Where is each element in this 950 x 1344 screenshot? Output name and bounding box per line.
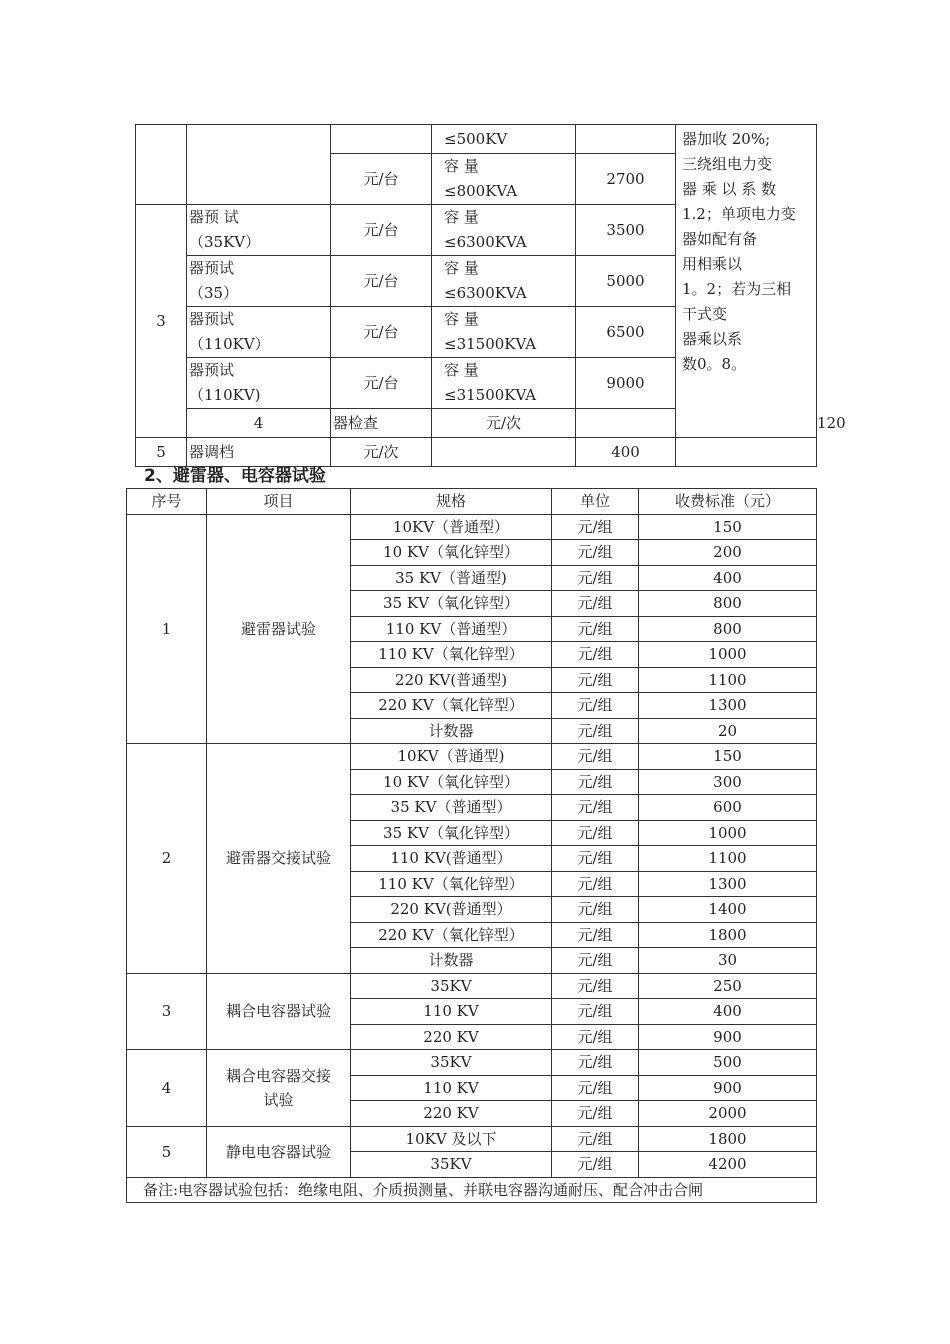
cell-item: 避雷器试验 bbox=[207, 514, 351, 744]
cell-spec: 220 KV（氧化锌型） bbox=[351, 922, 552, 948]
cell-price: 1400 bbox=[639, 897, 817, 923]
cell-spec: 10 KV（氧化锌型） bbox=[351, 769, 552, 795]
cell-unit: 元/组 bbox=[552, 846, 639, 872]
cell-price: 900 bbox=[639, 1024, 817, 1050]
table-header-row bbox=[127, 489, 817, 515]
cell-unit: 元/次 bbox=[432, 409, 576, 438]
note-top: 器加收 20%; bbox=[682, 130, 771, 148]
section-heading: 2、避雷器、电容器试验 bbox=[144, 466, 326, 486]
cell-unit: 元/组 bbox=[552, 591, 639, 617]
cell-item: 避雷器交接试验 bbox=[207, 744, 351, 974]
cell-price: 500 bbox=[639, 1050, 817, 1076]
cell-no: 2 bbox=[127, 744, 207, 974]
table-body bbox=[127, 514, 817, 1177]
table-row bbox=[127, 744, 817, 770]
cell-price: 150 bbox=[639, 514, 817, 540]
cell-price: 300 bbox=[639, 769, 817, 795]
cell-spec: 35KV bbox=[351, 1152, 552, 1178]
cell-unit: 元/组 bbox=[552, 1050, 639, 1076]
cell-price: 1300 bbox=[639, 693, 817, 719]
cell-item-empty bbox=[187, 125, 331, 205]
cell-unit: 元/组 bbox=[552, 718, 639, 744]
cell-spec-empty bbox=[432, 438, 576, 467]
cell-spec: 10KV 及以下 bbox=[351, 1126, 552, 1152]
remark-row bbox=[127, 1177, 817, 1203]
cell-unit: 元/组 bbox=[552, 922, 639, 948]
cell-spec: 10KV（普通型） bbox=[351, 514, 552, 540]
cell-item: 耦合电容器试验 bbox=[207, 973, 351, 1050]
cell-price: 5000 bbox=[576, 256, 676, 307]
cell-price: 1300 bbox=[639, 871, 817, 897]
cell-item: 静电电容器试验 bbox=[207, 1126, 351, 1177]
header-no: 序号 bbox=[127, 489, 207, 515]
cell-spec: 110 KV(普通型） bbox=[351, 846, 552, 872]
cell-price: 20 bbox=[639, 718, 817, 744]
cell-price: 400 bbox=[639, 565, 817, 591]
remark-text: 备注:电容器试验包括：绝缘电阻、介质损测量、并联电容器沟通耐压、配合冲击合闸 bbox=[127, 1177, 817, 1203]
cell-price: 3500 bbox=[576, 205, 676, 256]
cell-unit: 元/台 bbox=[331, 154, 432, 205]
note-cell bbox=[676, 125, 817, 438]
cell-no: 3 bbox=[127, 973, 207, 1050]
cell-price: 1800 bbox=[639, 1126, 817, 1152]
cell-price: 150 bbox=[639, 744, 817, 770]
cell-spec: 容 量 ≤6300KVA bbox=[432, 205, 576, 256]
cell-spec: 35KV bbox=[351, 1050, 552, 1076]
cell-unit: 元/组 bbox=[552, 514, 639, 540]
cell-note-empty bbox=[676, 438, 817, 467]
cell-no: 4 bbox=[127, 1050, 207, 1127]
cell-price: 30 bbox=[639, 948, 817, 974]
cell-spec: ≤500KV bbox=[432, 125, 576, 154]
cell-spec: 110 KV bbox=[351, 1075, 552, 1101]
cell-spec: 计数器 bbox=[351, 948, 552, 974]
cell-price: 1800 bbox=[639, 922, 817, 948]
cell-spec: 220 KV（氧化锌型） bbox=[351, 693, 552, 719]
cell-price: 400 bbox=[639, 999, 817, 1025]
cell-unit: 元/组 bbox=[552, 693, 639, 719]
cell-item: 器预 试 （35KV） bbox=[187, 205, 331, 256]
cell-no: 1 bbox=[127, 514, 207, 744]
cell-price-empty bbox=[576, 125, 676, 154]
cell-price: 900 bbox=[639, 1075, 817, 1101]
cell-spec: 容 量 ≤800KVA bbox=[432, 154, 576, 205]
cell-no: 4 bbox=[187, 409, 331, 438]
cell-price: 2700 bbox=[576, 154, 676, 205]
cell-unit: 元/组 bbox=[552, 565, 639, 591]
cell-spec: 220 KV bbox=[351, 1024, 552, 1050]
cell-spec: 110 KV（氧化锌型） bbox=[351, 642, 552, 668]
header-item: 项目 bbox=[207, 489, 351, 515]
cell-no-empty bbox=[136, 125, 187, 205]
cell-item: 器检查 bbox=[331, 409, 432, 438]
cell-unit: 元/台 bbox=[331, 256, 432, 307]
cell-unit: 元/组 bbox=[552, 948, 639, 974]
cell-item: 耦合电容器交接 试验 bbox=[207, 1050, 351, 1127]
cell-unit: 元/组 bbox=[552, 1101, 639, 1127]
table-row bbox=[127, 1050, 817, 1076]
cell-price: 9000 bbox=[576, 358, 676, 409]
cell-unit: 元/组 bbox=[552, 897, 639, 923]
cell-unit: 元/组 bbox=[552, 1126, 639, 1152]
table-row: 4 器检查 元/次 120 bbox=[136, 409, 817, 438]
cell-spec: 35 KV（普通型) bbox=[351, 565, 552, 591]
cell-spec: 计数器 bbox=[351, 718, 552, 744]
cell-price: 250 bbox=[639, 973, 817, 999]
cell-item: 器预试 （35） bbox=[187, 256, 331, 307]
cell-item: 器预试 （110KV) bbox=[187, 358, 331, 409]
cell-price: 1100 bbox=[639, 667, 817, 693]
cell-unit-empty bbox=[331, 125, 432, 154]
cell-spec: 10KV（普通型) bbox=[351, 744, 552, 770]
cell-spec-empty bbox=[576, 409, 676, 438]
header-price: 收费标准（元） bbox=[639, 489, 817, 515]
cell-price: 800 bbox=[639, 591, 817, 617]
cell-no: 5 bbox=[136, 438, 187, 467]
cell-unit: 元/组 bbox=[552, 1152, 639, 1178]
cell-spec: 容 量 ≤31500KVA bbox=[432, 358, 576, 409]
arrester-capacitor-fee-table bbox=[126, 488, 817, 1203]
cell-unit: 元/组 bbox=[552, 667, 639, 693]
cell-price: 2000 bbox=[639, 1101, 817, 1127]
table-row bbox=[136, 125, 817, 154]
cell-unit: 元/台 bbox=[331, 307, 432, 358]
cell-spec: 220 KV(普通型） bbox=[351, 897, 552, 923]
header-unit: 单位 bbox=[552, 489, 639, 515]
cell-unit: 元/台 bbox=[331, 205, 432, 256]
cell-item: 器调档 bbox=[187, 438, 331, 467]
cell-spec: 35KV bbox=[351, 973, 552, 999]
cell-price: 800 bbox=[639, 616, 817, 642]
cell-unit: 元/组 bbox=[552, 999, 639, 1025]
cell-spec: 35 KV（氧化锌型） bbox=[351, 820, 552, 846]
cell-unit: 元/组 bbox=[552, 616, 639, 642]
cell-price: 1100 bbox=[639, 846, 817, 872]
cell-unit: 元/组 bbox=[552, 820, 639, 846]
header-spec: 规格 bbox=[351, 489, 552, 515]
table-row bbox=[127, 1126, 817, 1152]
cell-unit: 元/组 bbox=[552, 744, 639, 770]
cell-spec: 220 KV bbox=[351, 1101, 552, 1127]
cell-price: 1000 bbox=[639, 642, 817, 668]
cell-price: 4200 bbox=[639, 1152, 817, 1178]
table-row bbox=[127, 973, 817, 999]
cell-unit: 元/次 bbox=[331, 438, 432, 467]
cell-unit: 元/组 bbox=[552, 1075, 639, 1101]
cell-unit: 元/组 bbox=[552, 871, 639, 897]
cell-spec: 35 KV（普通型） bbox=[351, 795, 552, 821]
cell-no: 3 bbox=[136, 205, 187, 438]
cell-spec: 110 KV bbox=[351, 999, 552, 1025]
cell-spec: 220 KV(普通型) bbox=[351, 667, 552, 693]
cell-item: 器预试 （110KV） bbox=[187, 307, 331, 358]
transformer-fee-table bbox=[135, 124, 846, 467]
cell-price: 200 bbox=[639, 540, 817, 566]
table-row bbox=[136, 438, 817, 467]
cell-spec: 容 量 ≤31500KVA bbox=[432, 307, 576, 358]
cell-spec: 110 KV（氧化锌型） bbox=[351, 871, 552, 897]
cell-no: 5 bbox=[127, 1126, 207, 1177]
cell-price: 6500 bbox=[576, 307, 676, 358]
cell-unit: 元/组 bbox=[552, 540, 639, 566]
cell-price: 600 bbox=[639, 795, 817, 821]
table-row bbox=[127, 514, 817, 540]
cell-spec: 35 KV（氧化锌型） bbox=[351, 591, 552, 617]
cell-spec: 10 KV（氧化锌型） bbox=[351, 540, 552, 566]
cell-unit: 元/组 bbox=[552, 795, 639, 821]
cell-unit: 元/台 bbox=[331, 358, 432, 409]
cell-spec: 容 量 ≤6300KVA bbox=[432, 256, 576, 307]
cell-unit: 元/组 bbox=[552, 642, 639, 668]
cell-unit: 元/组 bbox=[552, 973, 639, 999]
cell-price: 1000 bbox=[639, 820, 817, 846]
cell-unit: 元/组 bbox=[552, 769, 639, 795]
note-text: 三绕组电力变 器 乘 以 系 数 1.2；单项电力变 器如配有备 用相乘以 1。2；若为三相 干式变 器乘以系 数0。8。 bbox=[682, 155, 796, 373]
cell-unit: 元/组 bbox=[552, 1024, 639, 1050]
cell-spec: 110 KV（普通型） bbox=[351, 616, 552, 642]
cell-price: 400 bbox=[576, 438, 676, 467]
